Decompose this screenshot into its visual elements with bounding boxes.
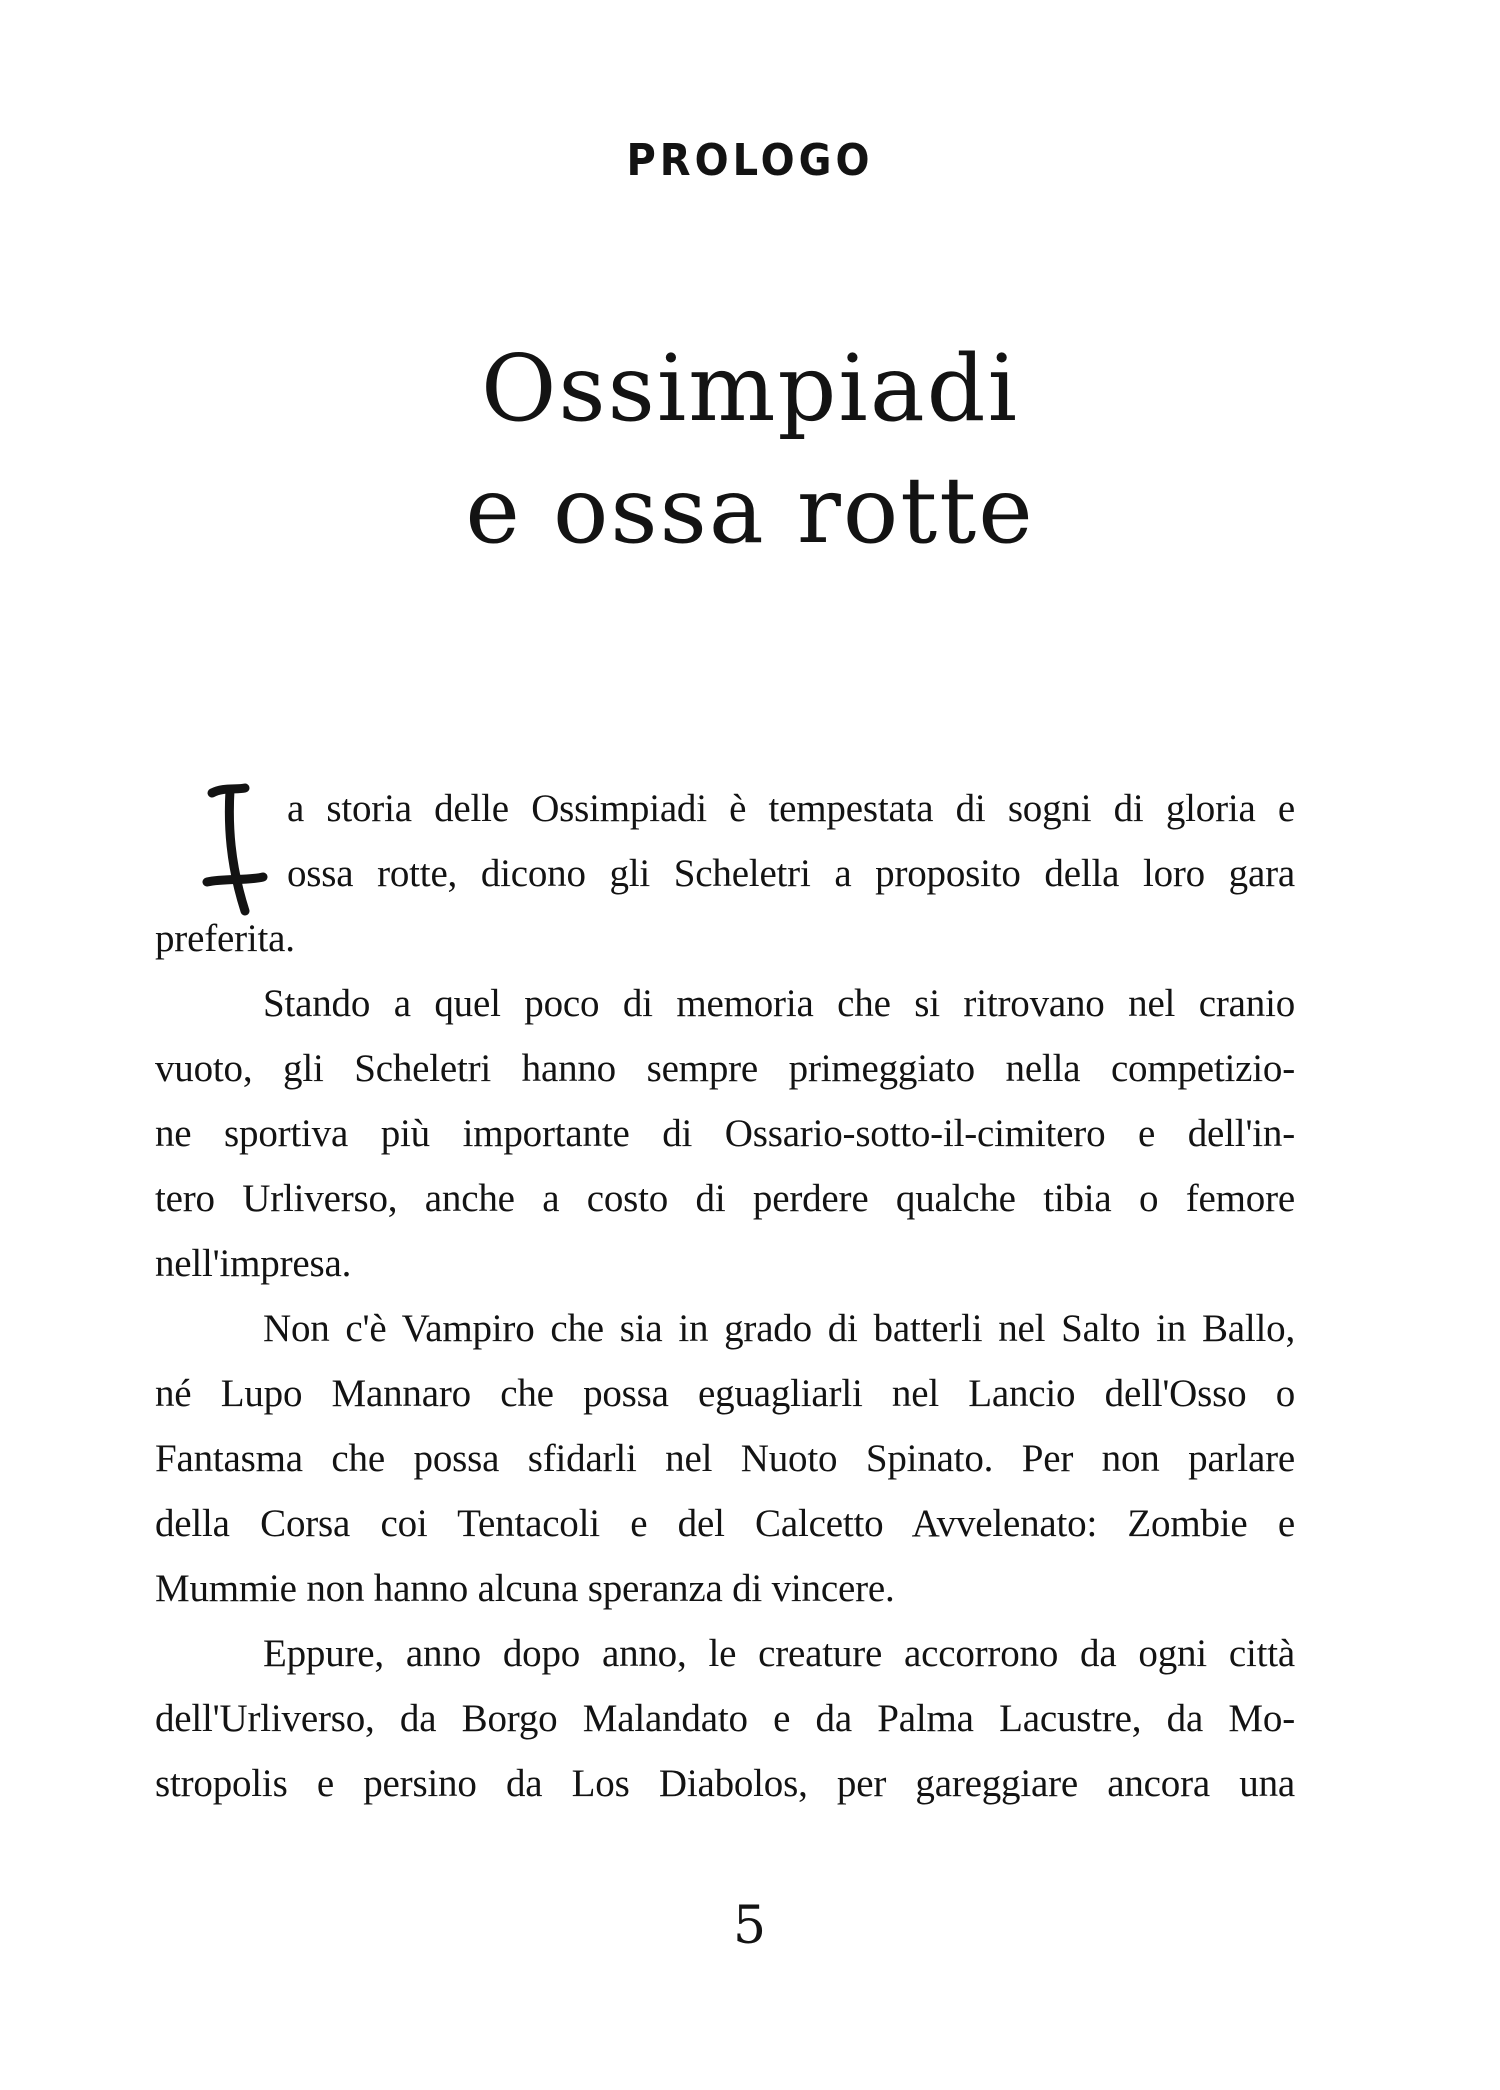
drop-cap <box>155 776 287 906</box>
chapter-title-line-2: e ossa rotte <box>465 457 1035 564</box>
body-line: Mummie non hanno alcuna speranza di vincere. <box>155 1567 895 1610</box>
body-line: preferita. <box>155 917 295 960</box>
paragraph-4 <box>155 1621 1295 1816</box>
drop-cap-L-glyph <box>201 780 271 918</box>
body-line: Eppure, anno dopo anno, le creature accorrono da ogni città <box>263 1632 1295 1675</box>
chapter-title <box>0 328 1500 572</box>
paragraph-3 <box>155 1296 1295 1621</box>
body-line: Fantasma che possa sfidarli nel Nuoto Spinato. Per non parlare <box>155 1437 1295 1480</box>
body-line: a storia delle Ossimpiadi è tempestata di sogni di gloria e <box>287 787 1295 830</box>
page-number: 5 <box>732 1896 768 1956</box>
prologue-header: PROLOGO <box>626 136 874 186</box>
chapter-title-line-1: Ossimpiadi <box>481 335 1019 442</box>
body-line: nell'impresa. <box>155 1242 352 1285</box>
body-line: stropolis e persino da Los Diabolos, per gareggiare ancora una <box>155 1762 1295 1805</box>
body-text <box>155 776 1295 1816</box>
body-line: Stando a quel poco di memoria che si ritrovano nel cranio <box>263 982 1295 1025</box>
body-line: della Corsa coi Tentacoli e del Calcetto Avvelenato: Zombie e <box>155 1502 1295 1545</box>
body-line: vuoto, gli Scheletri hanno sempre primeggiato nella competizio- <box>155 1047 1295 1090</box>
paragraph-1 <box>155 776 1295 971</box>
paragraph-2 <box>155 971 1295 1296</box>
body-line: Non c'è Vampiro che sia in grado di batterli nel Salto in Ballo, <box>263 1307 1295 1350</box>
body-line: ossa rotte, dicono gli Scheletri a proposito della loro gara <box>287 852 1295 895</box>
body-line: ne sportiva più importante di Ossario-sotto-il-cimitero e dell'in- <box>155 1112 1295 1155</box>
body-line: tero Urliverso, anche a costo di perdere qualche tibia o femore <box>155 1177 1295 1220</box>
body-line: dell'Urliverso, da Borgo Malandato e da Palma Lacustre, da Mo- <box>155 1697 1295 1740</box>
body-line: né Lupo Mannaro che possa eguagliarli nel Lancio dell'Osso o <box>155 1372 1295 1415</box>
